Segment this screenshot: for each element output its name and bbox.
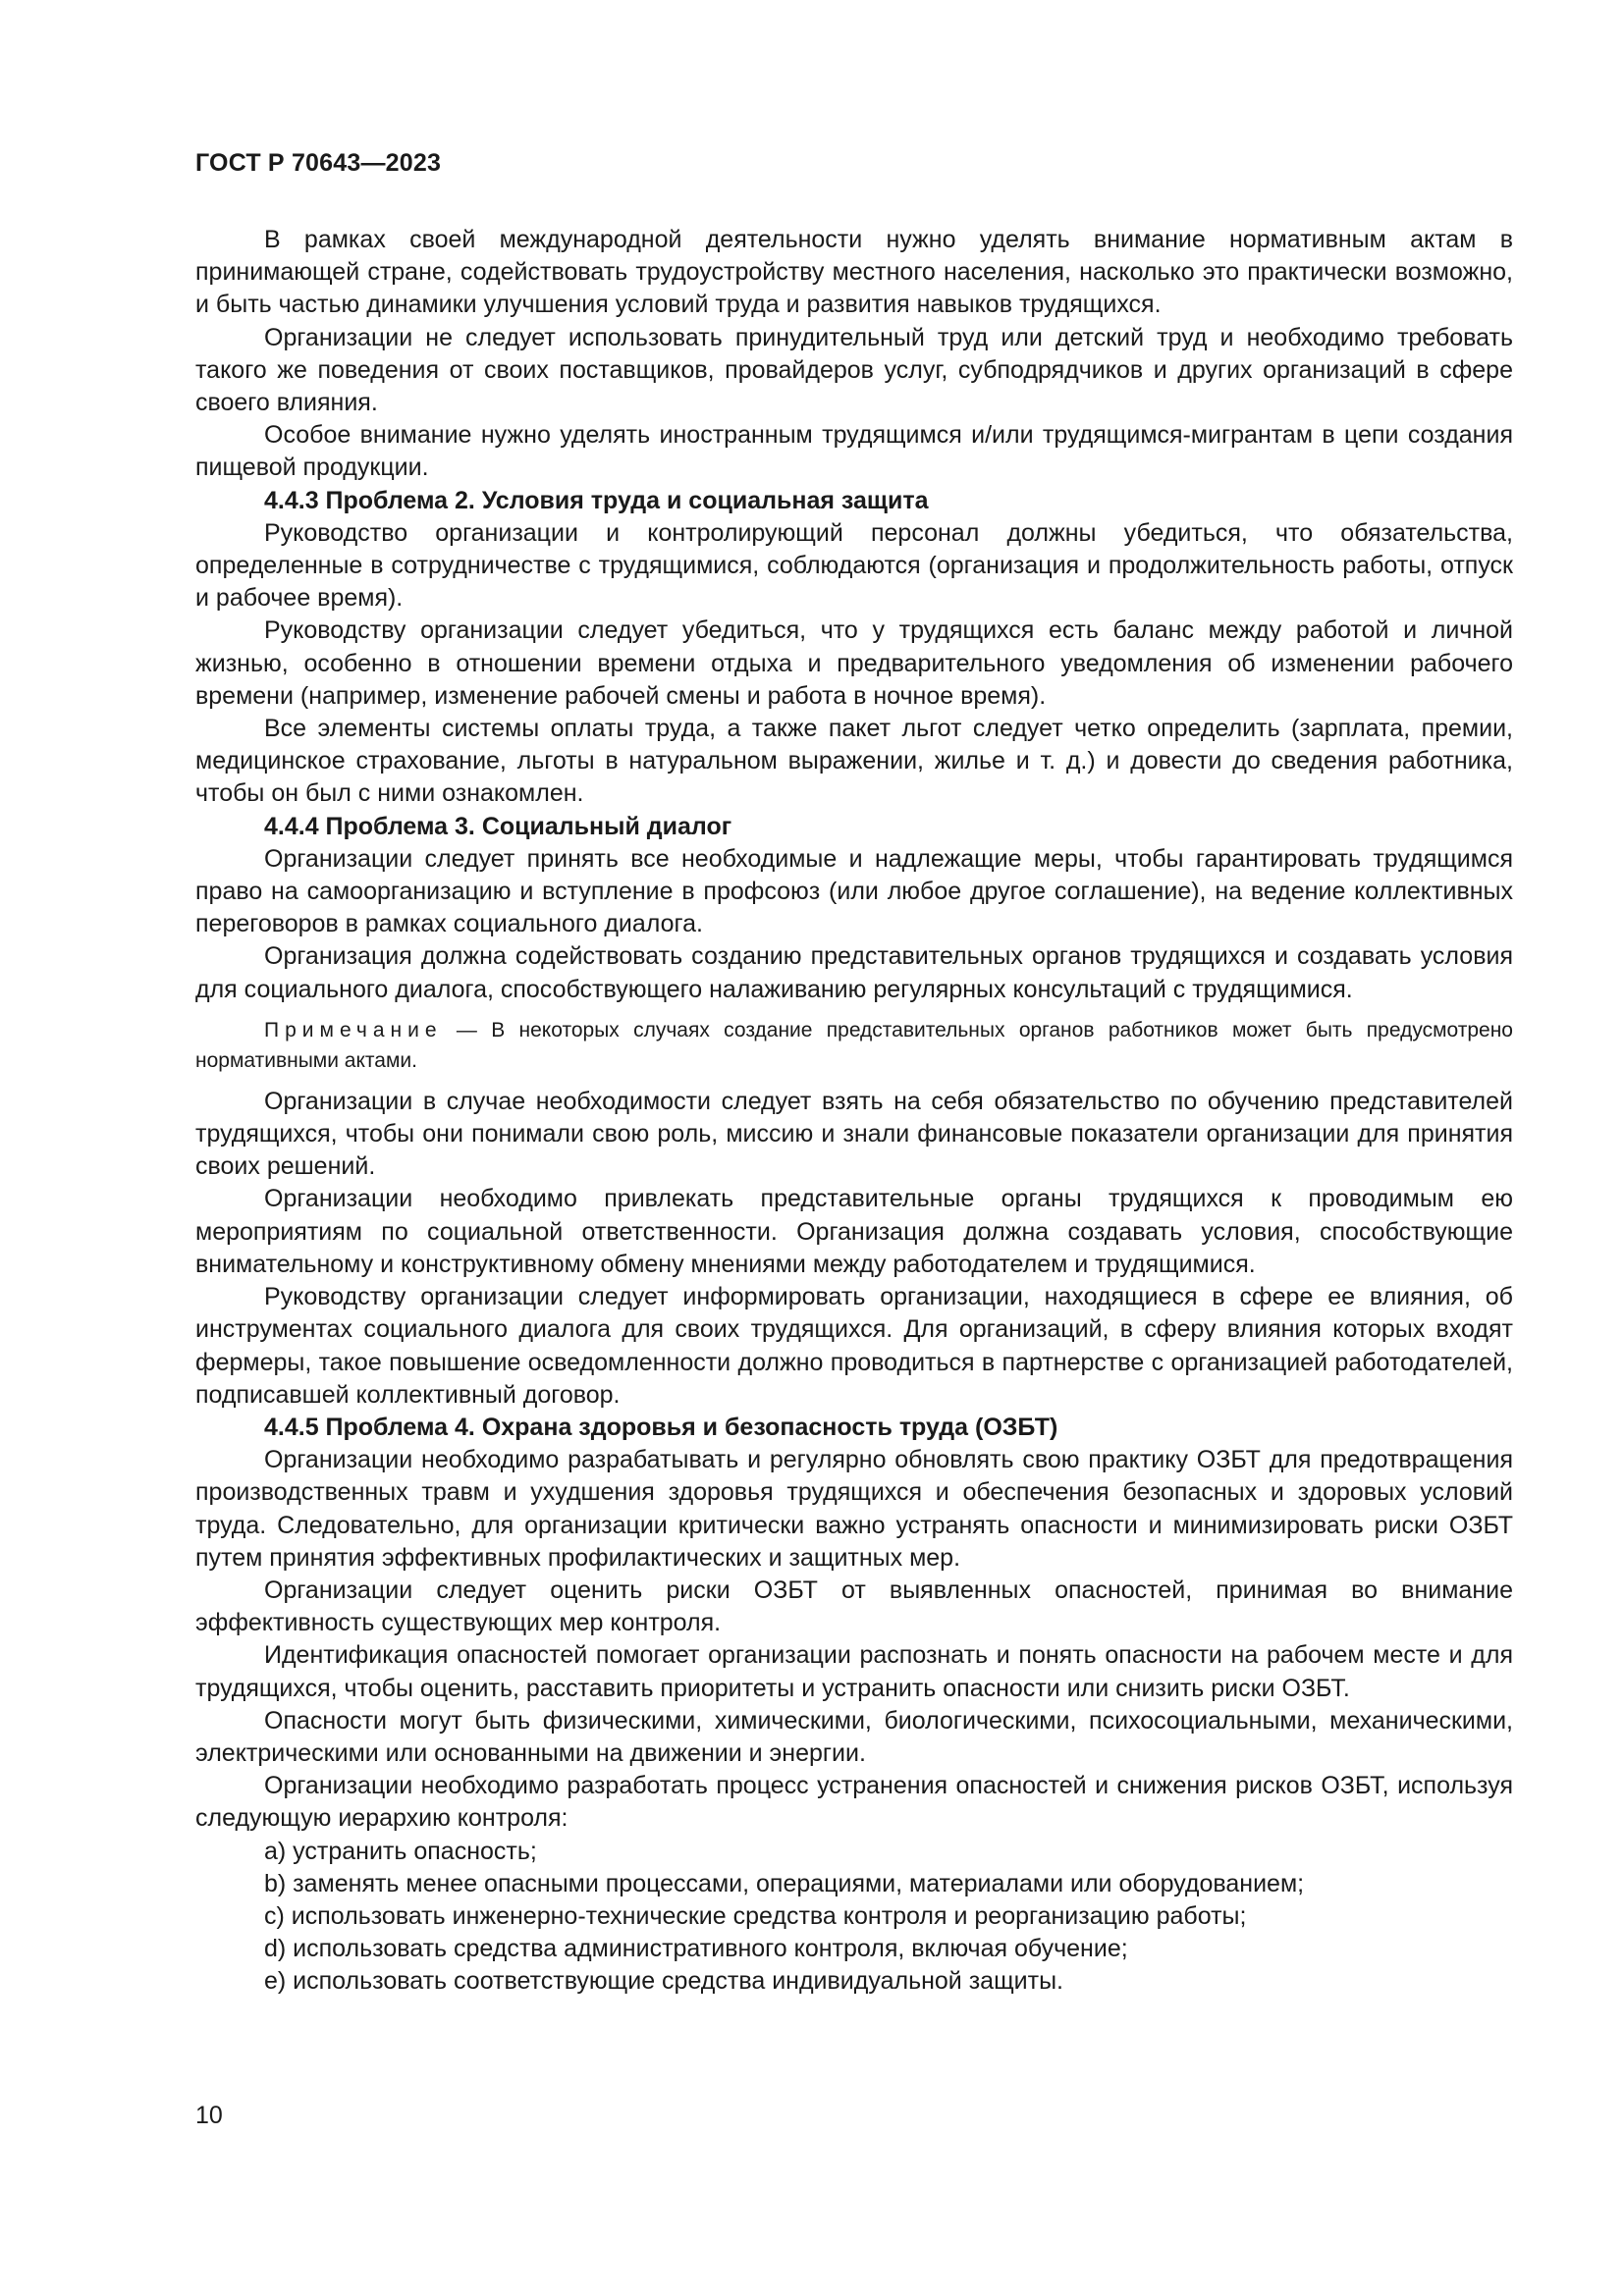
paragraph: Организации следует принять все необходимые и надлежащие меры, чтобы гарантировать трудящимся право на самоорганизацию и вступление в профсоюз (или любое другое соглашение), на ведение коллективных переговоров в рамках социального диалога.: [195, 844, 1513, 938]
paragraph: Организации в случае необходимости следует взять на себя обязательство по обучению представителей трудящихся, чтобы они понимали свою роль, миссию и знали финансовые показатели организации для принятия своих решений.: [195, 1087, 1513, 1181]
paragraph: Идентификация опасностей помогает организации распознать и понять опасности на рабочем месте и для трудящихся, чтобы оценить, расставить приоритеты и устранить опасности или снизить риски ОЗБТ.: [195, 1641, 1513, 1702]
document-body: [195, 224, 1513, 1999]
paragraph: Организации необходимо разработать процесс устранения опасностей и снижения рисков ОЗБТ, используя следующую иерархию контроля:: [195, 1772, 1513, 1833]
page-number: 10: [195, 2102, 223, 2129]
list-item: d) использовать средства административного контроля, включая обучение;: [264, 1935, 1128, 1963]
paragraph: Все элементы системы оплаты труда, а также пакет льгот следует четко определить (зарплата, премии, медицинское страхование, льготы в натуральном выражении, жилье и т. д.) и довести до сведения работника, чтобы он был с ними ознакомлен.: [195, 715, 1513, 808]
list-item: c) использовать инженерно-технические средства контроля и реорганизацию работы;: [264, 1901, 1247, 1930]
document-header: ГОСТ Р 70643—2023: [195, 149, 442, 177]
section-heading-4-4-3: 4.4.3 Проблема 2. Условия труда и социальная защита: [264, 486, 929, 514]
paragraph: В рамках своей международной деятельности нужно уделять внимание нормативным актам в принимающей стране, содействовать трудоустройству местного населения, насколько это практически возможно, и быть частью динамики улучшения условий труда и развития навыков трудящихся.: [195, 226, 1513, 319]
paragraph: Организация должна содействовать созданию представительных органов трудящихся и создавать условия для социального диалога, способствующего налаживанию регулярных консультаций с трудящимися.: [195, 942, 1513, 1003]
paragraph: Руководству организации следует информировать организации, находящиеся в сфере ее влияния, об инструментах социального диалога для своих трудящихся. Для организаций, в сферу влияния которых входят фермеры, такое повышение осведомленности должно проводиться в партнерстве с организацией работодателей, подписавшей коллективный договор.: [195, 1283, 1513, 1409]
note-text: — В некоторых случаях создание представительных органов работников может быть предусмотрено нормативными актами.: [195, 1018, 1513, 1072]
list-item: b) заменять менее опасными процессами, операциями, материалами или оборудованием;: [264, 1869, 1305, 1897]
section-heading-4-4-5: 4.4.5 Проблема 4. Охрана здоровья и безопасность труда (ОЗБТ): [264, 1413, 1058, 1441]
paragraph: Особое внимание нужно уделять иностранным трудящимся и/или трудящимся-мигрантам в цепи создания пищевой продукции.: [195, 421, 1513, 482]
paragraph: Руководству организации следует убедиться, что у трудящихся есть баланс между работой и личной жизнью, особенно в отношении времени отдыха и предварительного уведомления об изменении рабочего времени (например, изменение рабочей смены и работа в ночное время).: [195, 616, 1513, 710]
note: [195, 1015, 1513, 1076]
paragraph: Организации следует оценить риски ОЗБТ от выявленных опасностей, принимая во внимание эффективность существующих мер контроля.: [195, 1575, 1513, 1637]
section-heading-4-4-4: 4.4.4 Проблема 3. Социальный диалог: [264, 812, 732, 840]
note-label: Примечание: [264, 1018, 443, 1041]
list-item: e) использовать соответствующие средства индивидуальной защиты.: [264, 1967, 1063, 1996]
paragraph: Организации необходимо привлекать представительные органы трудящихся к проводимым ею мероприятиям по социальной ответственности. Организация должна создавать условия, способствующие внимательному и конструктивному обмену мнениями между работодателем и трудящимися.: [195, 1185, 1513, 1278]
list-item: a) устранить опасность;: [264, 1837, 537, 1865]
paragraph: Опасности могут быть физическими, химическими, биологическими, психосоциальными, механическими, электрическими или основанными на движении и энергии.: [195, 1706, 1513, 1767]
paragraph: Руководство организации и контролирующий персонал должны убедиться, что обязательства, определенные в сотрудничестве с трудящимися, соблюдаются (организация и продолжительность работы, отпуск и рабочее время).: [195, 518, 1513, 613]
paragraph: Организации не следует использовать принудительный труд или детский труд и необходимо требовать такого же поведения от своих поставщиков, провайдеров услуг, субподрядчиков и других организаций в сфере своего влияния.: [195, 323, 1513, 417]
paragraph: Организации необходимо разрабатывать и регулярно обновлять свою практику ОЗБТ для предотвращения производственных травм и ухудшения здоровья трудящихся и обеспечения безопасных и здоровых условий труда. Следовательно, для организации критически важно устранять опасности и минимизировать риски ОЗБТ путем принятия эффективных профилактических и защитных мер.: [195, 1446, 1513, 1572]
